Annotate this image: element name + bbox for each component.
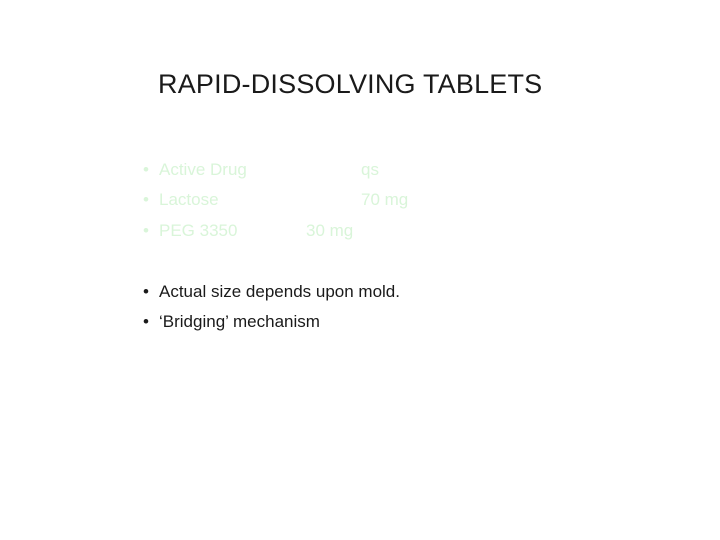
bullet-icon: • — [143, 282, 149, 301]
ingredient-item-active-drug — [143, 160, 247, 180]
slide-title: RAPID-DISSOLVING TABLETS — [158, 69, 543, 99]
bullet-icon: • — [143, 312, 149, 331]
ingredient-name: Active Drug — [159, 160, 247, 179]
note-text: Actual size depends upon mold. — [159, 282, 400, 301]
ingredient-amount: 30 mg — [306, 221, 354, 240]
bullet-icon: • — [143, 160, 149, 179]
note-item-size — [143, 282, 400, 302]
ingredient-item-peg-3350 — [143, 221, 237, 241]
bullet-icon: • — [143, 221, 149, 240]
ingredient-amount: qs — [361, 160, 379, 179]
bullet-icon: • — [143, 190, 149, 209]
note-item-bridging — [143, 312, 320, 332]
ingredient-name: PEG 3350 — [159, 221, 238, 240]
ingredient-amount: 70 mg — [361, 190, 409, 209]
note-text: ‘Bridging’ mechanism — [159, 312, 320, 331]
ingredient-name: Lactose — [159, 190, 219, 209]
ingredient-item-lactose — [143, 190, 219, 210]
